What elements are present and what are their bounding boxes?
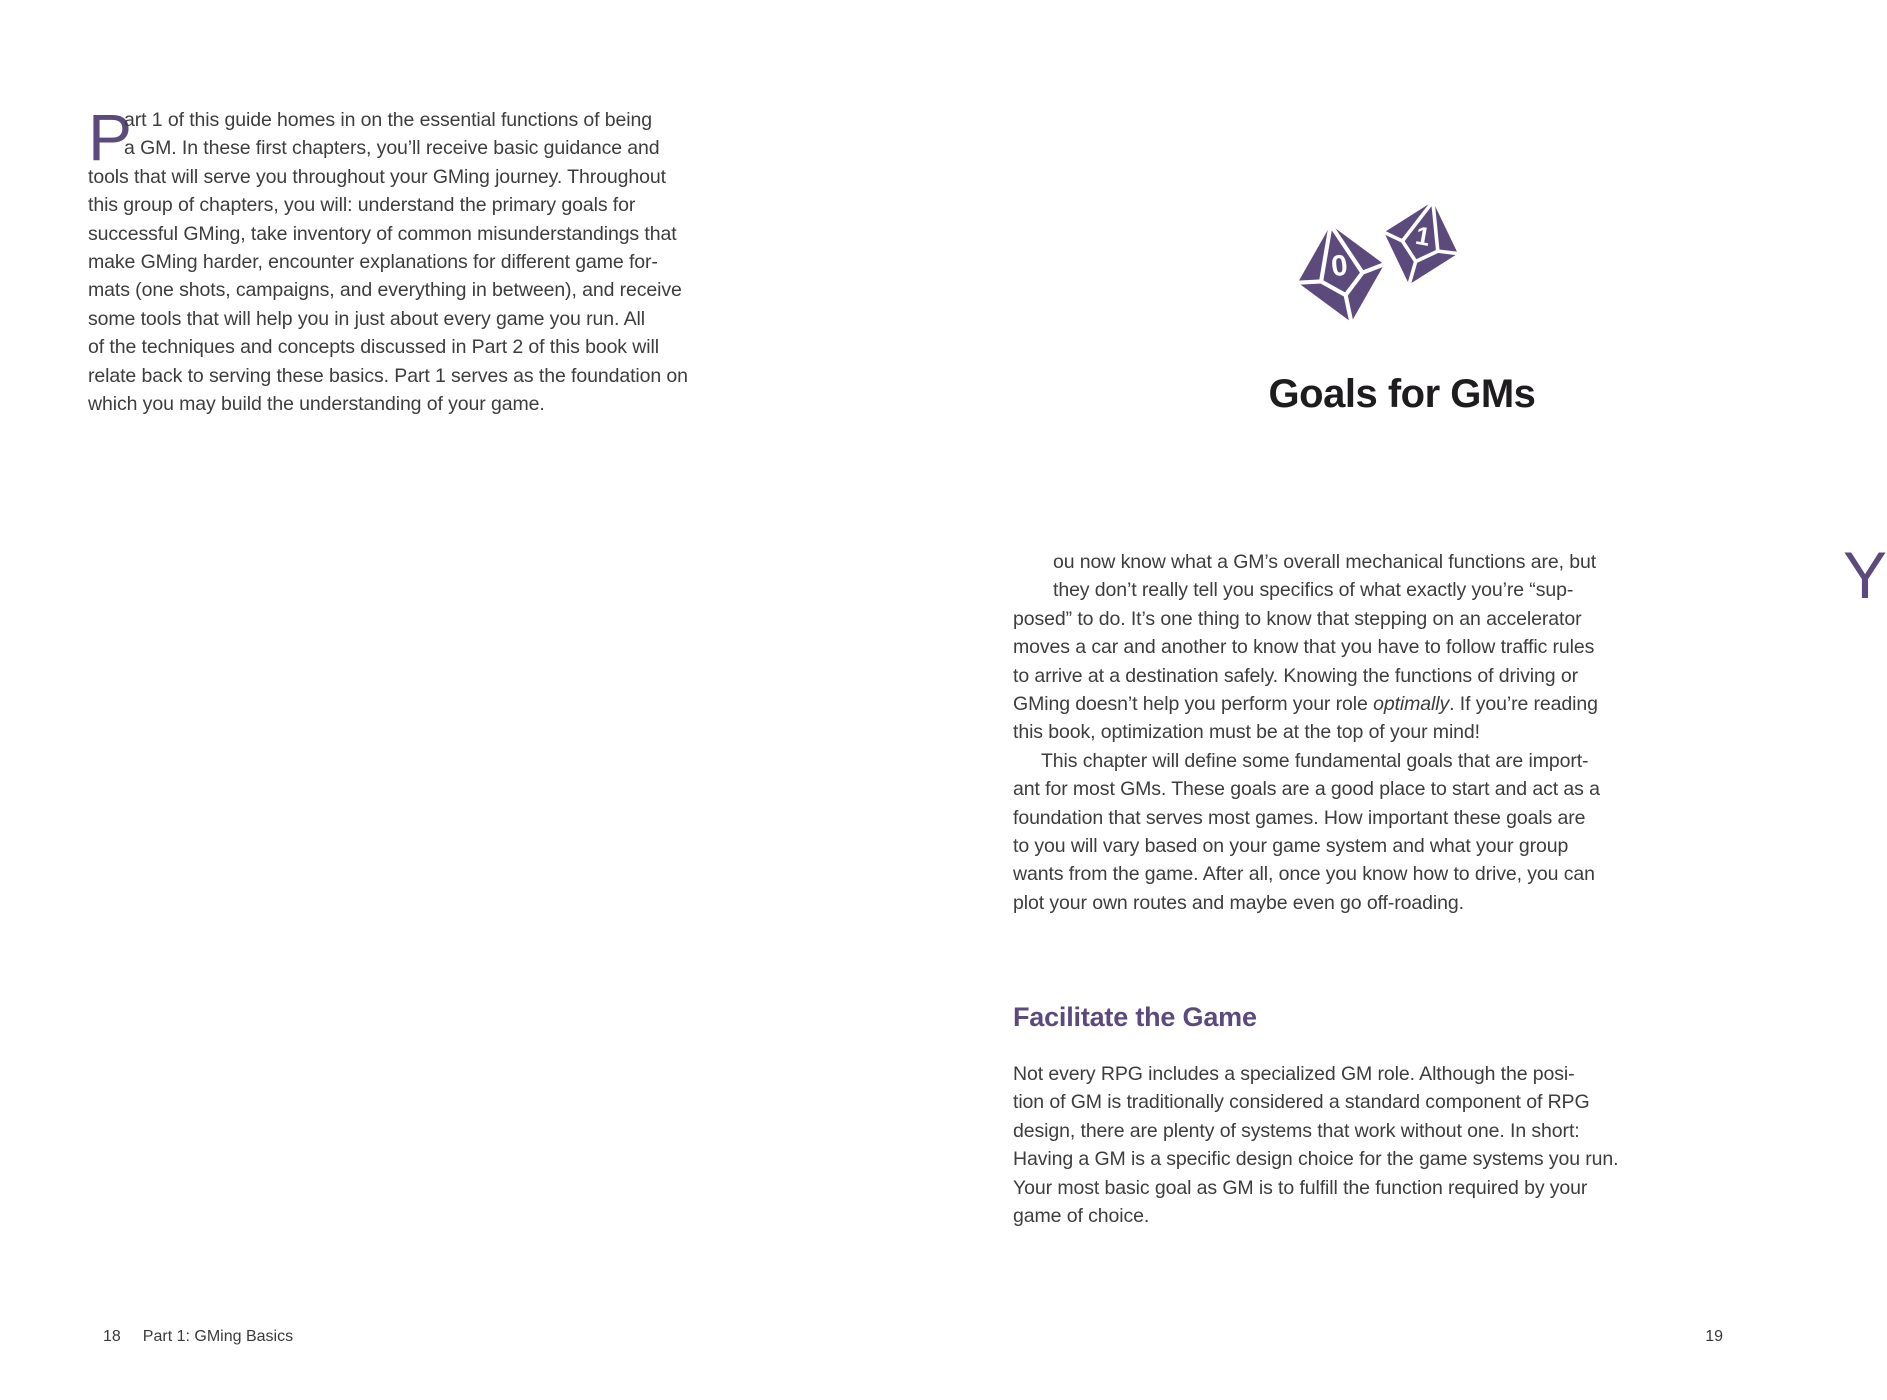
text-line: game of choice.	[1013, 1205, 1150, 1228]
text-line: this group of chapters, you will: understand the primary goals for	[88, 194, 636, 217]
text-line: ant for most GMs. These goals are a good place to start and act as a	[1013, 778, 1600, 801]
right-page	[830, 0, 1887, 1400]
chapter-dice-ornament	[1295, 198, 1470, 333]
text-line: Your most basic goal as GM is to fulfill the function required by your	[1013, 1176, 1588, 1199]
text-line: posed” to do. It’s one thing to know that stepping on an accelerator	[1013, 607, 1582, 630]
body-paragraph-3	[1013, 1060, 1713, 1230]
chapter-title: Goals for GMs	[1268, 372, 1536, 416]
text-line: relate back to serving these basics. Part 1 serves as the foundation on	[88, 364, 688, 387]
left-footer-label: Part 1: GMing Basics	[142, 1328, 294, 1345]
section-heading: Facilitate the Game	[1013, 1002, 1257, 1032]
chapter-body	[1013, 548, 1713, 917]
intro-paragraph	[88, 100, 748, 418]
text-line: to arrive at a destination safely. Knowing the functions of driving or	[1013, 664, 1578, 687]
left-footer	[103, 1328, 293, 1346]
text-line: foundation that serves most games. How important these goals are	[1013, 806, 1586, 829]
text-line: design, there are plenty of systems that work without one. In short:	[1013, 1119, 1580, 1142]
text-line: This chapter will define some fundamental goals that are import-	[1041, 749, 1589, 772]
text-line: wants from the game. After all, once you know how to drive, you can	[1013, 863, 1595, 886]
right-page-number: 19	[1705, 1328, 1723, 1345]
text-line: successful GMing, take inventory of common misunderstandings that	[88, 222, 677, 245]
text-line: art 1 of this guide homes in on the essential functions of being	[124, 109, 653, 131]
text-line: Having a GM is a specific design choice for the game systems you run.	[1013, 1148, 1619, 1171]
text-line: to you will vary based on your game system and what your group	[1013, 835, 1569, 858]
text-line: they don’t really tell you specifics of what exactly you’re “sup-	[1053, 579, 1574, 602]
text-line: mats (one shots, campaigns, and everything in between), and receive	[88, 279, 682, 302]
text-line: plot your own routes and maybe even go off-roading.	[1013, 891, 1464, 914]
left-page	[0, 0, 830, 1400]
text-line: ou now know what a GM’s overall mechanical functions are, but	[1053, 551, 1597, 573]
svg-text:1: 1	[1413, 221, 1433, 252]
text-line: make GMing harder, encounter explanations for different game for-	[88, 251, 658, 274]
body-paragraph-2	[1013, 747, 1713, 917]
left-page-number: 18	[103, 1328, 121, 1345]
text-line: of the techniques and concepts discussed in Part 2 of this book will	[88, 336, 659, 359]
body-paragraph-1	[1013, 548, 1713, 747]
text-line: tools that will serve you throughout your GMing journey. Throughout	[88, 165, 666, 188]
drop-cap-y: Y	[1843, 538, 1887, 612]
text-line: which you may build the understanding of your game.	[88, 393, 545, 416]
text-line: GMing doesn’t help you perform your role optimally. If you’re reading	[1013, 693, 1598, 716]
right-footer	[1473, 1328, 1723, 1346]
text-line: a GM. In these first chapters, you’ll receive basic guidance and	[124, 137, 660, 160]
text-line: moves a car and another to know that you have to follow traffic rules	[1013, 636, 1595, 659]
text-line: this book, optimization must be at the top of your mind!	[1013, 721, 1480, 744]
drop-cap-p: P	[88, 100, 133, 174]
svg-text:0: 0	[1329, 248, 1350, 284]
text-line: tion of GM is traditionally considered a standard component of RPG	[1013, 1091, 1590, 1114]
text-line: some tools that will help you in just about every game you run. All	[88, 307, 645, 330]
text-line: Not every RPG includes a specialized GM role. Although the posi-	[1013, 1063, 1575, 1085]
